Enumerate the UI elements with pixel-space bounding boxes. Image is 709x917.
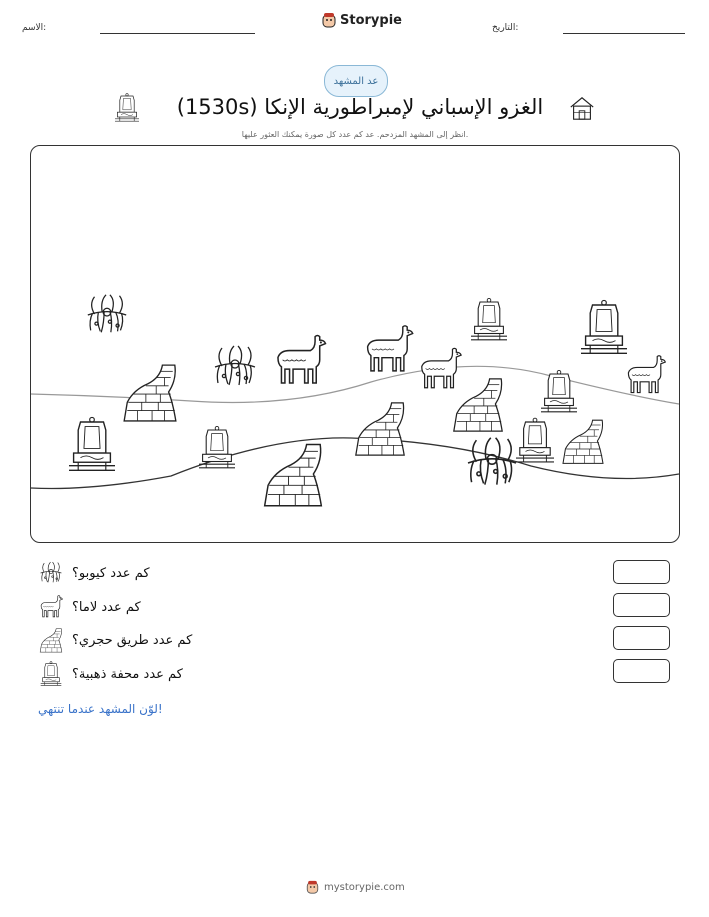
stone-road-figure [124,365,176,421]
storypie-mascot-icon [306,880,319,894]
golden-litter-icon [38,661,64,687]
date-line[interactable] [563,33,685,34]
golden-litter-figure [516,418,554,462]
quipu-figure [215,346,255,385]
question-row [38,627,192,653]
golden-litter-figure [581,300,627,353]
golden-litter-figure [199,426,235,467]
golden-litter-figure [471,298,507,339]
instructions: انظر إلى المشهد المزدحم. عد كم عدد كل صورة يمكنك العثور عليها. [241,130,469,139]
stone-road-figure [454,379,502,431]
page-title: الغزو الإسباني لإمبراطورية الإنكا (1530s) [176,95,544,119]
golden-litter-figure [541,370,577,411]
quipu-figure [88,295,126,332]
scene-illustration [31,146,679,542]
llama-figure [368,326,413,371]
golden-litter-icon [115,93,139,123]
name-line[interactable] [100,33,255,34]
answer-box[interactable] [613,593,670,617]
stone-road-figure [265,445,322,506]
llama-figure [278,335,326,383]
question-text: كم عدد محفة ذهبية؟ [72,666,183,682]
question-row [38,560,150,586]
color-note: لوّن المشهد عندما تنتهي! [38,702,163,716]
footer-url[interactable]: mystorypie.com [324,881,405,893]
footer [306,880,405,894]
stone-road-figure [356,403,404,455]
counting-scene [30,145,680,543]
storypie-mascot-icon [322,12,336,28]
llama-icon [38,594,64,620]
llama-figure [422,348,461,387]
date-label: التاريخ: [492,23,519,33]
question-text: كم عدد كيوبو؟ [72,565,150,581]
question-row [38,594,141,620]
question-row [38,661,183,687]
back-hill-line [31,366,679,404]
house-icon [568,94,596,122]
llama-figure [628,356,665,393]
answer-box[interactable] [613,560,670,584]
question-text: كم عدد لاما؟ [72,599,141,615]
brand-logo [322,12,402,28]
stone-road-icon [38,627,64,653]
quipu-icon [38,560,64,586]
question-text: كم عدد طريق حجري؟ [72,632,193,648]
quipu-figure [468,438,516,485]
brand-name: Storypie [340,12,402,28]
activity-tag: عد المشهد [324,65,388,97]
name-label: الاسم: [22,23,47,33]
answer-box[interactable] [613,626,670,650]
stone-road-figure [563,420,603,463]
answer-box[interactable] [613,659,670,683]
golden-litter-figure [69,417,115,470]
